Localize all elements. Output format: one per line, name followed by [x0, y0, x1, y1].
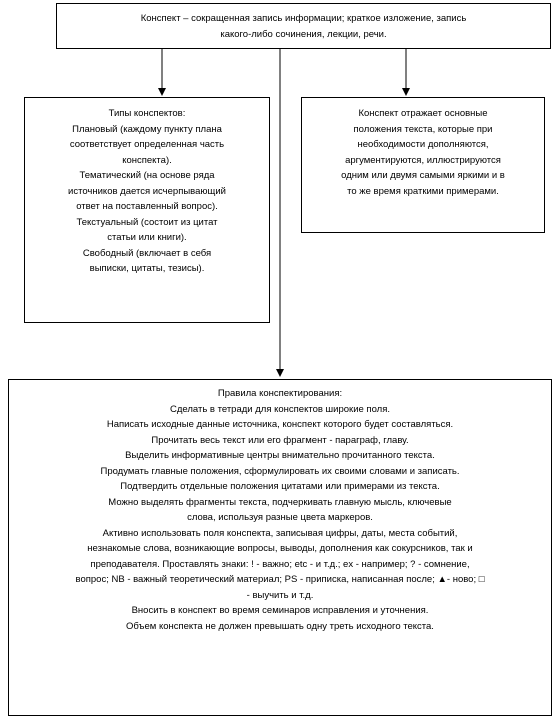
rules-line-12: вопрос; NB - важный теоретический материал; PS - приписка, написанная после; ▲- ново; □: [75, 574, 485, 585]
rules-line-4: Выделить информативные центры внимательно прочитанного текста.: [125, 450, 435, 461]
reflects-line-2: положения текста, которые при: [353, 123, 493, 135]
rules-line-2: Написать исходные данные источника, конспект которого будет составляться.: [106, 419, 454, 430]
rules-line-1: Сделать в тетради для конспектов широкие поля.: [170, 403, 390, 415]
types-box: [24, 97, 270, 323]
types-line-6: ответ на поставленный вопрос).: [76, 201, 218, 212]
reflects-line-6: то же время краткими примерами.: [347, 185, 499, 197]
types-heading: Типы конспектов:: [108, 108, 186, 119]
rules-line-11: преподавателя. Проставлять знаки: ! - важно; etc - и т.д.; ex - например; ? - сомнение,: [90, 558, 470, 570]
reflects-box: [301, 97, 545, 233]
reflects-line-5: одним или двумя самыми яркими и в: [341, 170, 505, 181]
reflects-line-1: Конспект отражает основные: [358, 108, 488, 119]
types-line-1: Плановый (каждому пункту плана: [72, 123, 222, 135]
types-line-10: выписки, цитаты, тезисы).: [89, 263, 205, 274]
reflects-line-3: необходимости дополняются,: [357, 139, 489, 150]
rules-line-14: Вносить в конспект во время семинаров исправления и уточнения.: [131, 605, 429, 616]
rules-line-13: - выучить и т.д.: [246, 589, 314, 601]
definition-line-1: Конспект – сокращенная запись информации; краткое изложение, запись: [140, 13, 467, 24]
rules-line-15: Объем конспекта не должен превышать одну треть исходного текста.: [126, 620, 434, 632]
types-line-4: Тематический (на основе ряда: [79, 170, 215, 181]
rules-line-9: Активно использовать поля конспекта, записывая цифры, даты, места событий,: [102, 527, 458, 539]
types-line-2: соответствует определенная часть: [69, 139, 225, 150]
types-line-8: статьи или книги).: [107, 232, 187, 243]
reflects-line-4: аргументируются, иллюстрируются: [345, 154, 501, 166]
rules-box: [8, 379, 552, 716]
rules-line-6: Подтвердить отдельные положения цитатами или примерами из текста.: [120, 481, 440, 492]
rules-line-10: незнакомые слова, возникающие вопросы, выводы, дополнения как сокурсников, так и: [87, 543, 473, 554]
definition-box: [56, 3, 551, 49]
rules-line-8: слова, используя разные цвета маркеров.: [187, 512, 373, 523]
rules-line-7: Можно выделять фрагменты текста, подчеркивать главную мысль, ключевые: [108, 496, 452, 508]
types-line-7: Текстуальный (состоит из цитат: [76, 216, 218, 228]
types-line-5: источников дается исчерпывающий: [68, 185, 226, 197]
types-line-9: Свободный (включает в себя: [82, 247, 212, 259]
rules-line-5: Продумать главные положения, сформулировать их своими словами и записать.: [100, 465, 460, 477]
definition-line-2: какого-либо сочинения, лекции, речи.: [220, 28, 387, 40]
rules-heading: Правила конспектирования:: [217, 388, 343, 399]
types-line-3: конспекта).: [122, 154, 172, 166]
rules-line-3: Прочитать весь текст или его фрагмент - параграф, главу.: [151, 434, 409, 446]
